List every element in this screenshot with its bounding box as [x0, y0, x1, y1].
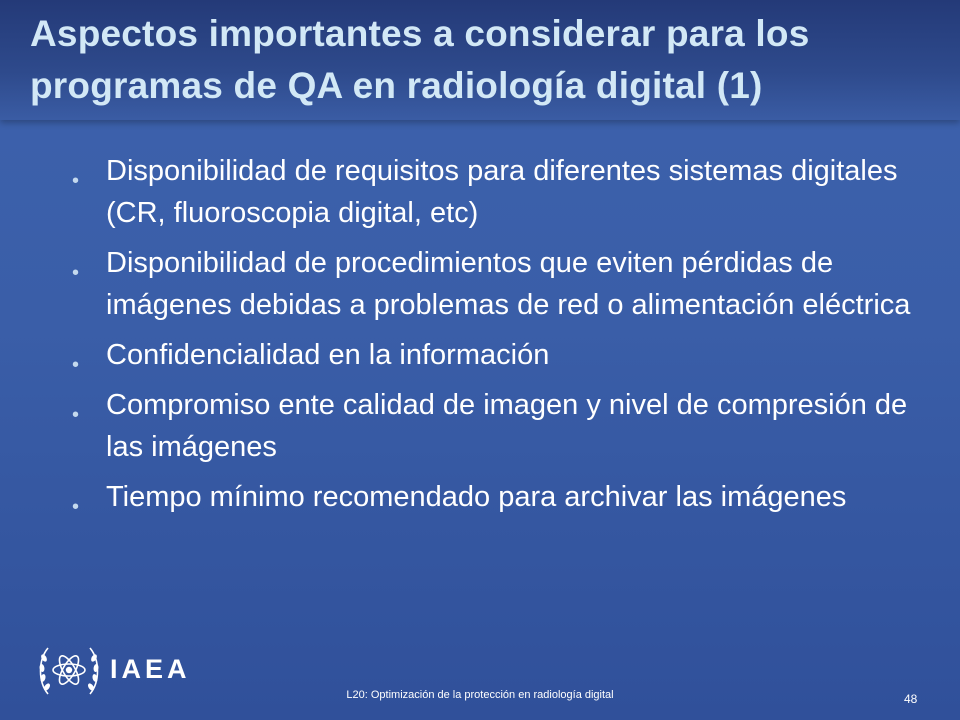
- bullet-text: Compromiso ente calidad de imagen y nivel de compresión de las imágenes: [106, 389, 908, 463]
- bullet-item: [72, 384, 922, 468]
- bullet-dot-icon: •: [72, 404, 80, 426]
- footer-caption: L20: Optimización de la protección en radiología digital: [346, 689, 614, 701]
- iaea-wordmark: IAEA: [110, 654, 191, 684]
- bullet-text: Tiempo mínimo recomendado para archivar las imágenes: [106, 481, 847, 513]
- bullet-text: Disponibilidad de procedimientos que eviten pérdidas de imágenes debidas a problemas de red o alimentación eléctrica: [106, 247, 911, 321]
- page-number: 48: [904, 692, 918, 706]
- bullet-dot-icon: •: [72, 170, 80, 192]
- bullet-dot-icon: •: [72, 262, 80, 284]
- bullet-item: [72, 476, 922, 518]
- bullet-item: [72, 242, 922, 326]
- bullet-item: [72, 334, 922, 376]
- bullet-list: [72, 150, 922, 526]
- bullet-dot-icon: •: [72, 496, 80, 518]
- slide-title: Aspectos importantes a considerar para los programas de QA en radiología digital (1): [30, 13, 810, 106]
- bullet-text: Disponibilidad de requisitos para diferentes sistemas digitales (CR, fluoroscopia digital, etc): [106, 155, 898, 229]
- bullet-item: [72, 150, 922, 234]
- iaea-logo-icon: [34, 636, 104, 706]
- bullet-text: Confidencialidad en la información: [106, 339, 550, 371]
- bullet-dot-icon: •: [72, 354, 80, 376]
